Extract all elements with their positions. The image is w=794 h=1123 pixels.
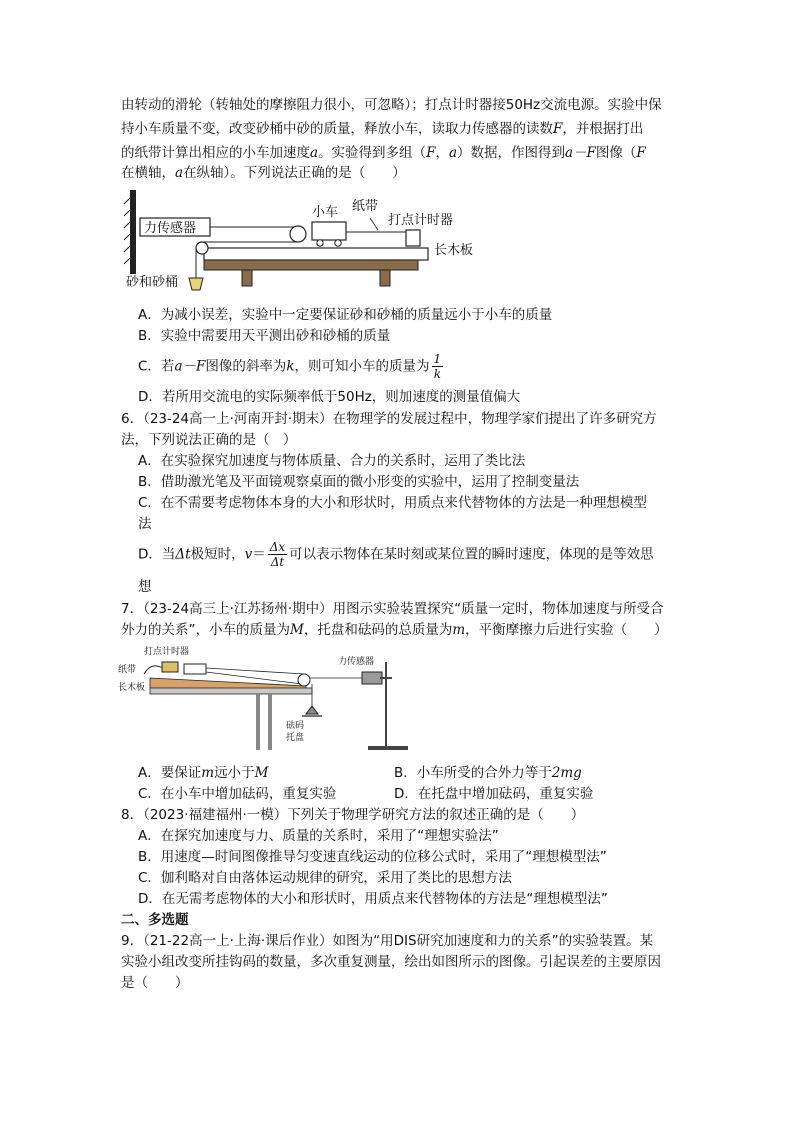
q7-stem-line2: 外力的关系”，小车的质量为M，托盘和砝码的总质量为m，平衡摩擦力后进行实验（ ）: [121, 622, 668, 638]
q5-option-d: D．若所用交流电的实际频率低于50Hz，则加速度的测量值偏大: [138, 389, 521, 405]
q5-apparatus-figure: [120, 190, 490, 306]
q7-string-upper: [206, 668, 304, 674]
timer-label: 打点计时器: [388, 213, 454, 228]
q6-option-c-cont: 法: [138, 516, 152, 532]
long-board: [204, 248, 428, 260]
fixed-pulley: [196, 242, 208, 254]
wall: [130, 190, 136, 274]
q7-apparatus-figure: [116, 642, 416, 754]
q7-timer-label: 打点计时器: [144, 647, 190, 657]
timer-box: [406, 230, 420, 246]
q7-weights-label: 砝码: [286, 721, 305, 731]
section-heading-multi-choice: 二、多选题: [121, 912, 189, 928]
tape-label: 纸带: [352, 199, 379, 214]
q5-stem-line3: 的纸带计算出相应的小车加速度a。实验得到多组（F，a）数据，作图得到a－F图像（F: [121, 145, 646, 161]
q5-stem-line4: 在横轴，a在纵轴）。下列说法正确的是（ ）: [121, 165, 406, 181]
q7-table-leg-2: [268, 694, 272, 750]
bucket-label: 砂和砂桶: [126, 275, 179, 290]
cart: [312, 222, 346, 240]
q6-option-c: C．在不需要考虑物体本身的大小和形状时，用质点来代替物体的方法是一种理想模型: [138, 495, 647, 511]
sand-bucket: [189, 278, 203, 290]
q7-timer: [162, 662, 178, 672]
q5-c-fraction: $\frac{1}{k}$: [433, 352, 442, 381]
board-label: 长木板: [434, 243, 474, 258]
q7-tray-label: 托盘: [286, 733, 305, 743]
q9-stem-line2: 实验小组改变所挂钩码的数量，多次重复测量，绘出如图所示的图像。引起误差的主要原因: [121, 954, 661, 970]
q6-option-a: A．在实验探究加速度与物体质量、合力的关系时，运用了类比法: [138, 453, 526, 469]
q8-option-d: D．在无需考虑物体的大小和形状时，用质点来代替物体的方法是“理想模型法”: [138, 891, 608, 907]
q7-option-a: A．要保证m远小于M: [138, 765, 269, 781]
q7-pulley: [298, 674, 310, 686]
q7-board-label: 长木板: [118, 683, 146, 693]
q5-option-a: A．为减小误差，实验中一定要保证砂和砂桶的质量远小于小车的质量: [138, 307, 553, 323]
q7-table-top: [150, 688, 312, 694]
q8-stem: 8．（2023·福建福州·一模）下列关于物理学研究方法的叙述正确的是（ ）: [121, 807, 585, 823]
q6-option-d-cont: 想: [138, 579, 152, 595]
cart-wheel-left: [317, 240, 323, 246]
q7-stem-line1: 7．（23-24高三上·江苏扬州·期中）用图示实验装置探究“质量一定时，物体加速度与所受合: [121, 601, 664, 617]
q7-cart: [184, 664, 206, 674]
q5-stem-line2: 持小车质量不变，改变砂桶中砂的质量，释放小车，读取力传感器的读数F，并根据打出: [121, 121, 644, 137]
table-leg-left: [242, 270, 252, 286]
q5-stem-line1: 由转动的滑轮（转轴处的摩擦阻力很小，可忽略）；打点计时器接50Hz交流电源。实验中保: [121, 97, 662, 113]
q7-option-c: C．在小车中增加砝码，重复实验: [138, 786, 337, 802]
q7-sensor: [362, 672, 382, 684]
q7-table-leg-1: [256, 694, 260, 750]
q7-weights: [306, 706, 318, 714]
q7-stand-base: [368, 746, 408, 750]
q7-option-b: B．小车所受的合外力等于2mg: [394, 765, 582, 781]
q6-option-d: D．当Δt极短时，v＝ $\frac{\Delta x}{\Delta t}$ 可以表示物体在某时刻或某位置的瞬时速度，体现的是等效思: [138, 540, 654, 569]
q8-option-b: B．用速度—时间图像推导匀变速直线运动的位移公式时，采用了“理想模型法”: [138, 849, 607, 865]
q7-sensor-label: 力传感器: [338, 657, 375, 667]
q7-option-d: D．在托盘中增加砝码，重复实验: [394, 786, 594, 802]
table-leg-right: [380, 270, 390, 286]
cart-wheel-right: [335, 240, 341, 246]
force-sensor-label: 力传感器: [144, 221, 197, 236]
q9-stem-line3: 是（ ）: [121, 975, 189, 991]
cart-label: 小车: [312, 205, 339, 220]
movable-pulley: [290, 226, 306, 242]
q6-stem-line2: 法，下列说法正确的是（ ）: [121, 432, 297, 448]
q6-option-b: B．借助激光笔及平面镜观察桌面的微小形变的实验中，运用了控制变量法: [138, 474, 580, 490]
q6-stem-line1: 6．（23-24高一上·河南开封·期末）在物理学的发展过程中，物理学家们提出了许多研究方: [121, 411, 657, 427]
q9-stem-line1: 9．（21-22高一上·上海·课后作业）如图为“用DIS研究加速度和力的关系”的实验装置。某: [121, 933, 654, 949]
q6-d-fraction: $\frac{\Delta x}{\Delta t}$: [269, 540, 286, 569]
q8-option-a: A．在探究加速度与力、质量的关系时，采用了“理想实验法”: [138, 828, 499, 844]
q8-option-c: C．伽利略对自由落体运动规律的研究，采用了类比的思想方法: [138, 870, 512, 886]
table-top: [204, 260, 418, 270]
q5-option-b: B．实验中需要用天平测出砂和砂桶的质量: [138, 328, 391, 344]
q7-tape-label: 纸带: [118, 665, 137, 675]
q5-option-c: C．若a－F图像的斜率为k，则可知小车的质量为 $\frac{1}{k}$: [138, 352, 442, 381]
